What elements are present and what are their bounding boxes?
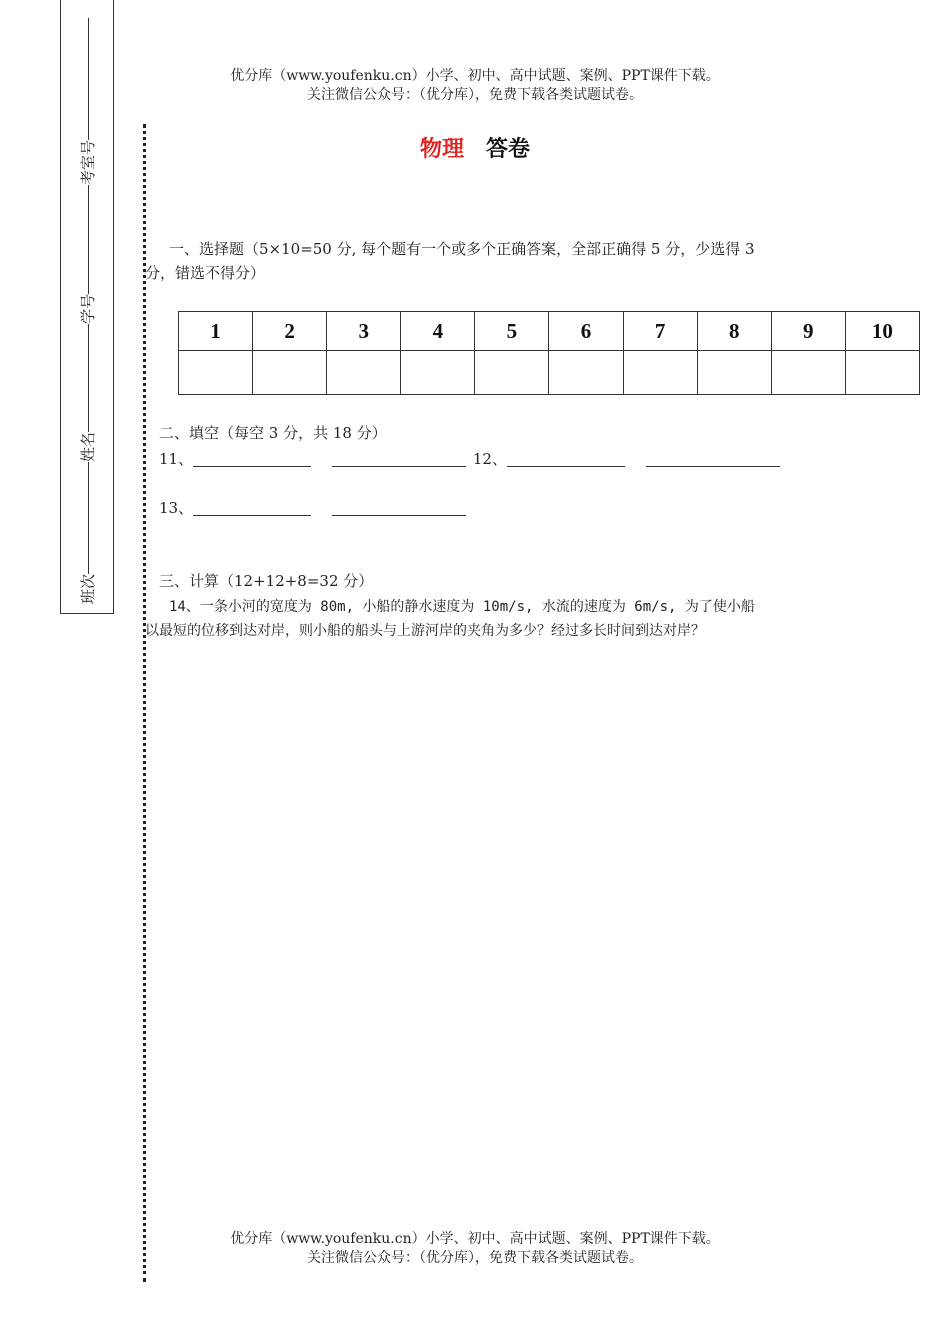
question-number: 3	[327, 312, 401, 351]
answer-cell[interactable]	[475, 351, 549, 395]
answer-table-answer-row	[179, 351, 920, 395]
choice-answer-table	[178, 311, 920, 395]
question-number: 5	[475, 312, 549, 351]
q13-label: 13、	[159, 499, 194, 517]
room-no-field[interactable]	[74, 18, 89, 140]
fill-row-11-12	[159, 448, 780, 470]
title-subject: 物理	[419, 136, 464, 162]
question-number: 9	[771, 312, 845, 351]
section1-heading-line-1: 一、选择题（5×10=50 分, 每个题有一个或多个正确答案，全部正确得 5 分，少选得 3	[169, 240, 755, 258]
section2-heading: 二、填空（每空 3 分，共 18 分）	[159, 424, 387, 442]
student-info-fields	[65, 14, 111, 604]
header-line-2: 关注微信公众号：（优分库），免费下载各类试题试卷。	[307, 87, 643, 103]
student-no-field[interactable]	[74, 185, 89, 294]
q12-blank-1[interactable]	[507, 450, 625, 467]
question-number: 8	[697, 312, 771, 351]
name-label: 姓名	[79, 431, 97, 462]
question-number: 4	[401, 312, 475, 351]
header-note	[150, 67, 800, 105]
answer-cell[interactable]	[327, 351, 401, 395]
answer-cell[interactable]	[253, 351, 327, 395]
section1-heading	[145, 237, 825, 285]
student-info-strip	[60, 0, 114, 614]
name-field[interactable]	[74, 324, 89, 432]
question-14	[145, 595, 825, 643]
q13-blank-2[interactable]	[332, 499, 466, 516]
fill-row-13	[159, 497, 466, 519]
question-number: 2	[253, 312, 327, 351]
footer-note	[150, 1230, 800, 1268]
footer-line-1: 优分库（www.youfenku.cn）小学、初中、高中试题、案例、PPT课件下载。	[230, 1231, 720, 1247]
question-number: 7	[623, 312, 697, 351]
answer-cell[interactable]	[623, 351, 697, 395]
q11-label: 11、	[159, 450, 194, 468]
q14-line-2: 以最短的位移到达对岸，则小船的船头与上游河岸的夹角为多少？经过多长时间到达对岸？	[145, 623, 705, 639]
question-number: 1	[179, 312, 253, 351]
question-number: 6	[549, 312, 623, 351]
title-doc: 答卷	[486, 136, 531, 162]
question-number: 10	[845, 312, 919, 351]
answer-cell[interactable]	[771, 351, 845, 395]
class-field[interactable]	[74, 462, 89, 574]
room-no-label: 考室号	[79, 139, 97, 185]
section3-heading: 三、计算（12+12+8=32 分）	[159, 572, 374, 590]
q11-blank-2[interactable]	[332, 450, 466, 467]
answer-cell[interactable]	[845, 351, 919, 395]
q11-blank-1[interactable]	[193, 450, 311, 467]
seal-line-divider	[143, 124, 146, 1282]
q12-label: 12、	[472, 450, 507, 468]
q14-line-1: 14、一条小河的宽度为 80m, 小船的静水速度为 10m/s, 水流的速度为 6m/s, 为了使小船	[169, 599, 755, 615]
answer-cell[interactable]	[179, 351, 253, 395]
q12-blank-2[interactable]	[646, 450, 780, 467]
answer-cell[interactable]	[697, 351, 771, 395]
page-title	[300, 134, 650, 164]
answer-cell[interactable]	[549, 351, 623, 395]
header-line-1: 优分库（www.youfenku.cn）小学、初中、高中试题、案例、PPT课件下载。	[230, 68, 720, 84]
class-label: 班次	[79, 573, 97, 604]
answer-cell[interactable]	[401, 351, 475, 395]
footer-line-2: 关注微信公众号：（优分库），免费下载各类试题试卷。	[307, 1250, 643, 1266]
answer-table-header-row	[179, 312, 920, 351]
section1-heading-line-2: 分，错选不得分）	[145, 264, 266, 282]
q13-blank-1[interactable]	[193, 499, 311, 516]
student-no-label: 学号	[79, 293, 97, 324]
